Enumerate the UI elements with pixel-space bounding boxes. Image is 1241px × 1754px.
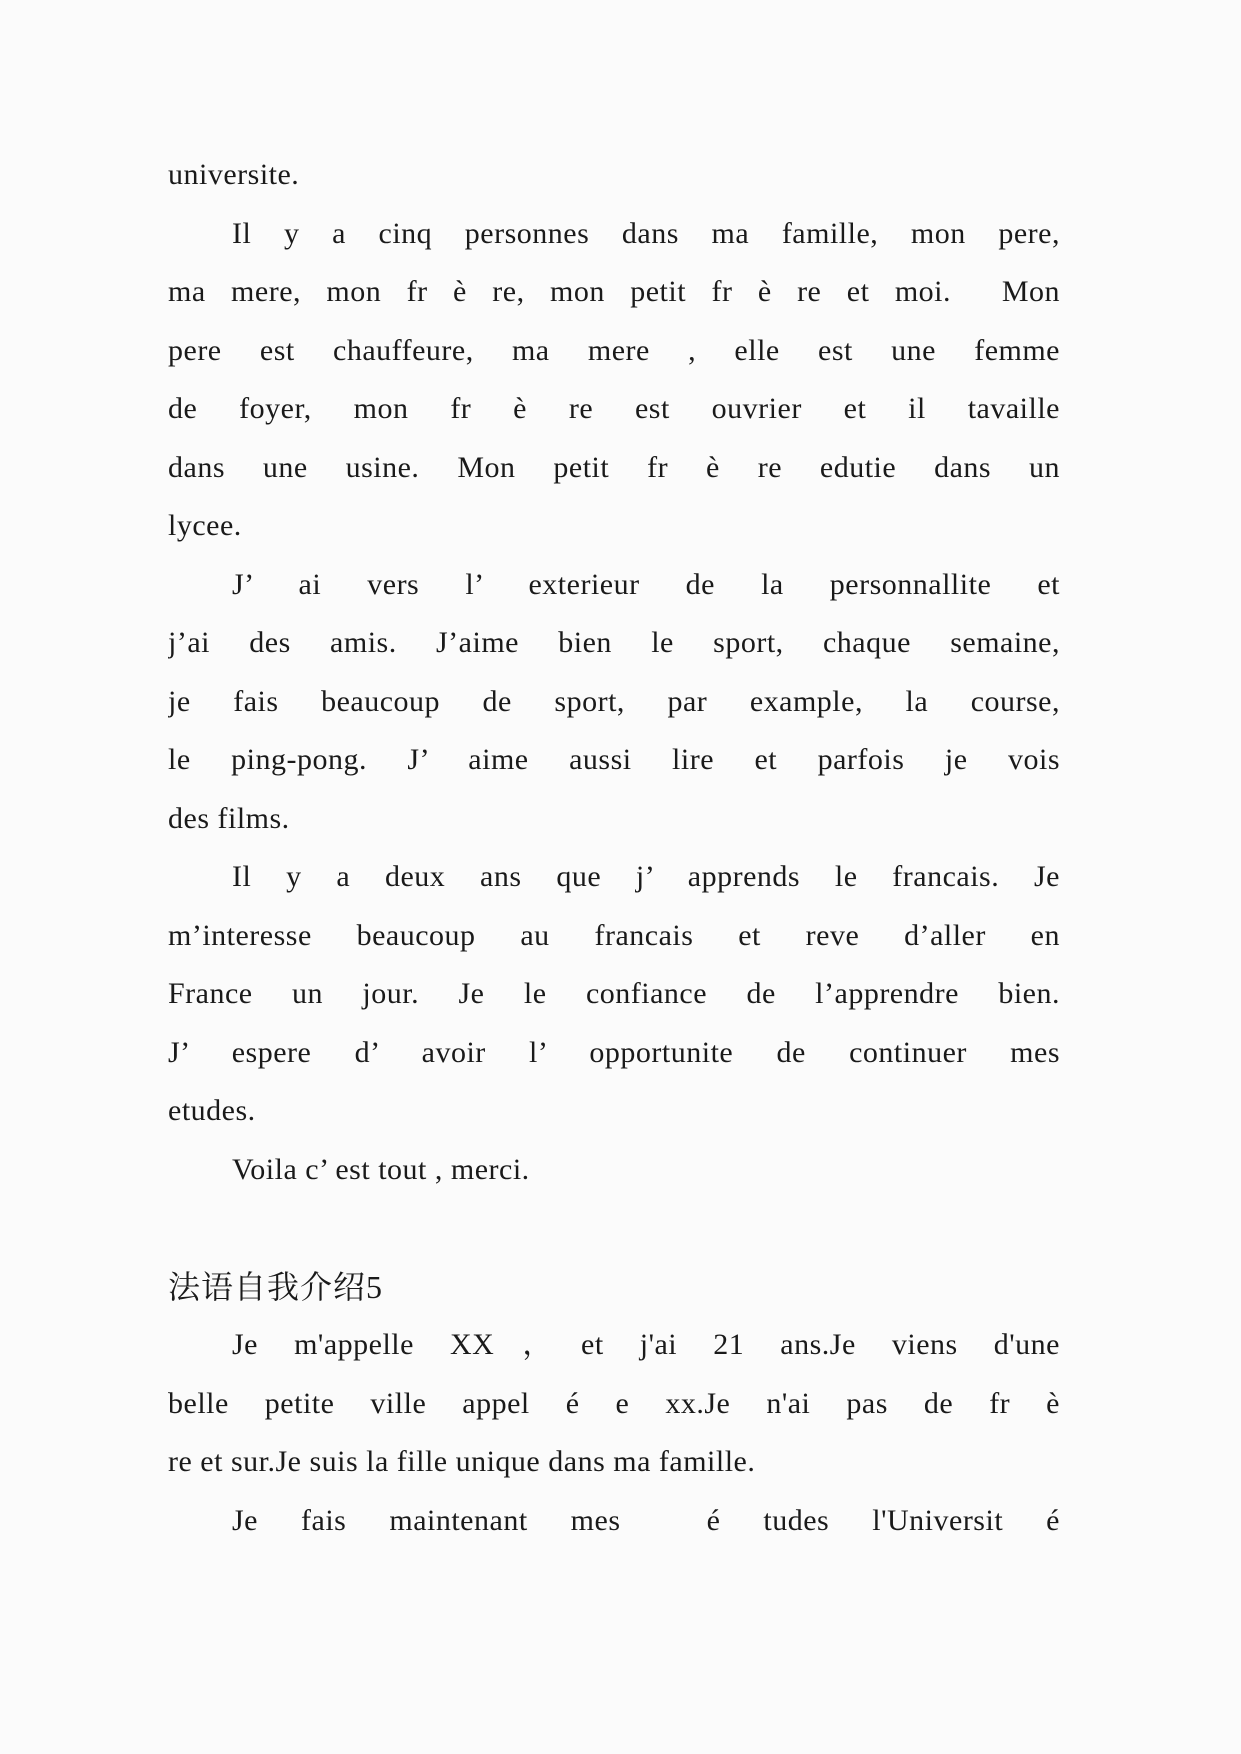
text-line: Il y a deux ans que j’ apprends le francais. Je <box>232 860 1060 893</box>
text-line: Il y a cinq personnes dans ma famille, mon pere, <box>232 216 1060 250</box>
text-line: belle petite ville appel é e xx.Je n'ai pas de fr è <box>168 1386 1060 1420</box>
blank-line <box>168 1199 1060 1258</box>
text-line: etudes. <box>168 1094 256 1127</box>
text-line: de foyer, mon fr è re est ouvrier et il tavaille <box>168 392 1060 425</box>
text-line: m’interesse beaucoup au francais et reve d’aller en <box>168 918 1060 952</box>
section-heading: 法语自我介绍5 <box>168 1268 384 1305</box>
document-page <box>168 146 1060 1550</box>
text-line: France un jour. Je le confiance de l’apprendre bien. <box>168 977 1060 1010</box>
text-line: ma mere, mon fr è re, mon petit fr è re et moi. Mon <box>168 275 1060 308</box>
text-line: Voila c’ est tout , merci. <box>232 1152 530 1186</box>
text-line: universite. <box>168 158 300 191</box>
text-line: le ping-pong. J’ aime aussi lire et parfois je vois <box>168 743 1060 776</box>
text-line: J’ espere d’ avoir l’ opportunite de continuer mes <box>168 1035 1060 1069</box>
text-line: pere est chauffeure, ma mere , elle est une femme <box>168 333 1060 367</box>
text-line: des films. <box>168 801 290 835</box>
text-line: dans une usine. Mon petit fr è re edutie dans un <box>168 450 1060 484</box>
text-line: j’ai des amis. J’aime bien le sport, chaque semaine, <box>168 626 1060 659</box>
text-line: re et sur.Je suis la fille unique dans ma famille. <box>168 1445 756 1478</box>
text-line: J’ ai vers l’ exterieur de la personnallite et <box>232 567 1060 601</box>
text-line: lycee. <box>168 509 242 542</box>
text-line: je fais beaucoup de sport, par example, la course, <box>168 684 1060 718</box>
text-line: Je m'appelle XX，et j'ai 21 ans.Je viens d'une <box>232 1328 1060 1361</box>
text-line: Je fais maintenant mes é tudes l'Universit é <box>232 1503 1060 1537</box>
